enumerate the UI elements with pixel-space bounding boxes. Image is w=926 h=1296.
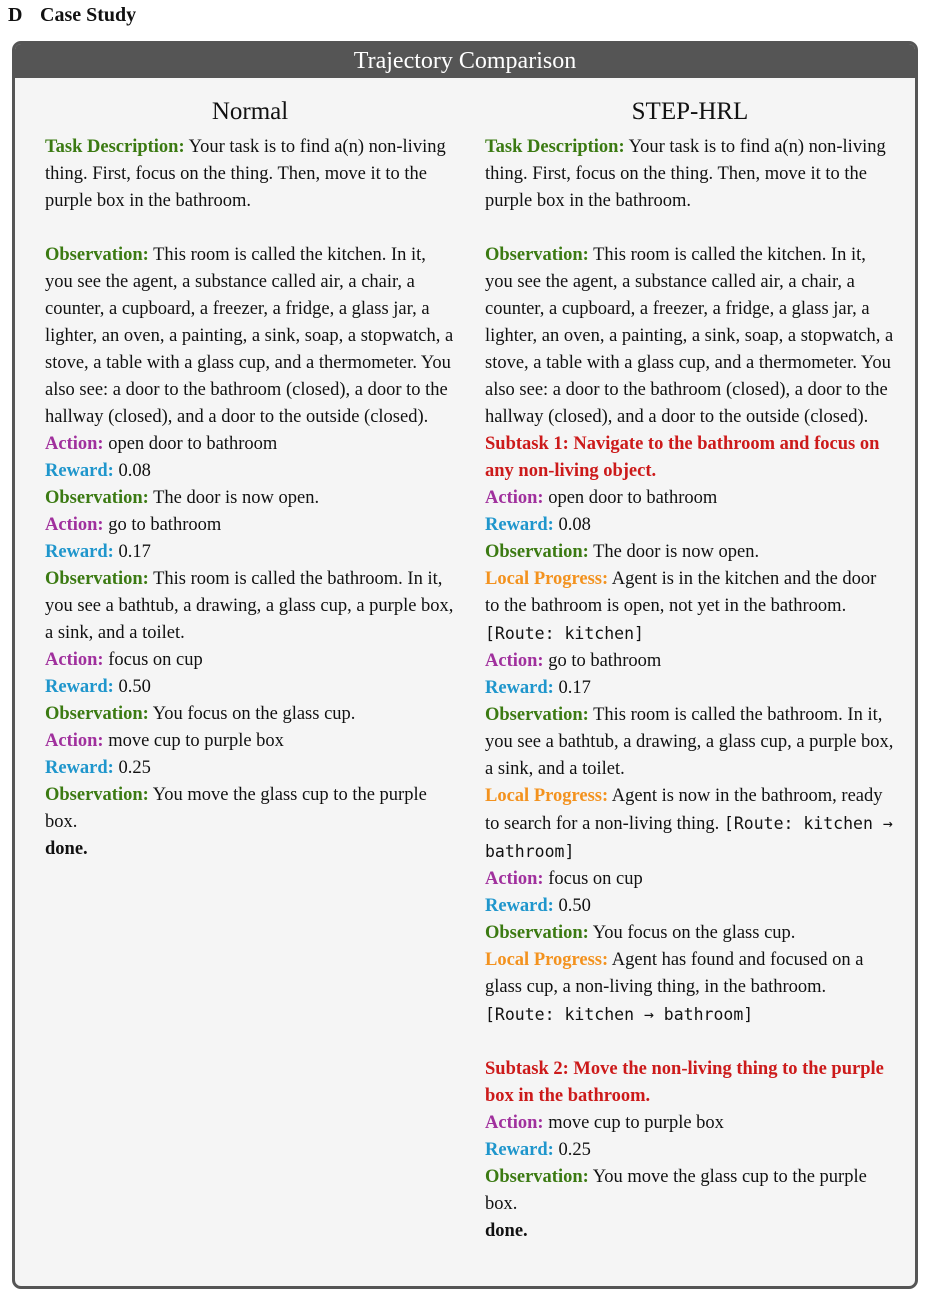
spacer <box>45 215 455 242</box>
box-title: Trajectory Comparison <box>15 44 915 78</box>
observation-entry <box>485 242 895 431</box>
task-label: Task Description: <box>45 137 185 157</box>
observation-text: This room is called the bathroom. In it, you see a bathtub, a drawing, a glass cup, a purple box, a sink, and a toilet. <box>45 569 454 643</box>
local-progress-text: Agent is now in the bathroom, ready to search for a non-living thing. <box>485 786 883 834</box>
local-progress-entry <box>485 783 895 866</box>
observation-text: The door is now open. <box>593 542 760 562</box>
observation-text: You focus on the glass cup. <box>152 704 356 724</box>
observation-label: Observation: <box>45 488 149 508</box>
reward-label: Reward: <box>485 1140 554 1160</box>
action-text: open door to bathroom <box>108 434 278 454</box>
observation-label: Observation: <box>45 245 149 265</box>
spacer <box>485 1029 895 1056</box>
action-label: Action: <box>485 1113 544 1133</box>
reward-entry <box>485 675 895 702</box>
reward-value: 0.25 <box>118 758 151 778</box>
normal-column <box>45 92 455 863</box>
action-text: move cup to purple box <box>548 1113 724 1133</box>
action-entry <box>485 866 895 893</box>
action-entry <box>485 648 895 675</box>
local-progress-text: Agent has found and focused on a glass cup, a non-living thing, in the bathroom. <box>485 950 864 997</box>
local-progress-text: Agent is in the kitchen and the door to the bathroom is open, not yet in the bathroom. <box>485 569 877 616</box>
reward-entry <box>45 539 455 566</box>
observation-label: Observation: <box>485 923 589 943</box>
column-title: STEP-HRL <box>631 98 749 125</box>
action-text: go to bathroom <box>108 515 222 535</box>
action-label: Action: <box>485 488 544 508</box>
reward-value: 0.17 <box>118 542 151 562</box>
reward-label: Reward: <box>45 461 114 481</box>
reward-label: Reward: <box>45 542 114 562</box>
reward-value: 0.50 <box>558 896 591 916</box>
reward-value: 0.50 <box>118 677 151 697</box>
observation-entry <box>45 566 455 647</box>
action-label: Action: <box>485 651 544 671</box>
reward-entry <box>485 512 895 539</box>
subtask-heading: Subtask 2: Move the non-living thing to the purple box in the bathroom. <box>485 1059 884 1106</box>
observation-text: This room is called the kitchen. In it, you see the agent, a substance called air, a chair, a counter, a cupboard, a freezer, a fridge, a glass jar, a lighter, an oven, a painting, a sink, soap, a stopwatch, a stove, a table with a glass cup, and a thermometer. You also see: a door to the bathroom (closed), a door to the hallway (closed), and a door to the outside (closed). <box>485 245 894 427</box>
action-text: open door to bathroom <box>548 488 718 508</box>
reward-value: 0.17 <box>558 678 591 698</box>
reward-label: Reward: <box>45 677 114 697</box>
route-text: [Route: kitchen] <box>485 624 644 643</box>
task-description <box>485 134 895 215</box>
section-heading <box>8 4 136 27</box>
action-entry <box>45 512 455 539</box>
observation-label: Observation: <box>485 245 589 265</box>
task-text: Your task is to find a(n) non-living thing. First, focus on the thing. Then, move it to the purple box in the bathroom. <box>45 137 446 211</box>
route-text: [Route: kitchen → bathroom] <box>485 1005 754 1024</box>
observation-label: Observation: <box>485 705 589 725</box>
reward-entry <box>45 674 455 701</box>
done-marker: done. <box>485 1221 528 1241</box>
reward-value: 0.25 <box>558 1140 591 1160</box>
action-entry <box>45 431 455 458</box>
observation-text: You move the glass cup to the purple box. <box>45 785 427 832</box>
task-label: Task Description: <box>485 137 625 157</box>
observation-entry <box>485 539 895 566</box>
observation-text: You focus on the glass cup. <box>592 923 796 943</box>
done-marker: done. <box>45 839 88 859</box>
trajectory-comparison-box <box>12 41 918 1289</box>
observation-text: This room is called the kitchen. In it, you see the agent, a substance called air, a chair, a counter, a cupboard, a freezer, a fridge, a glass jar, a lighter, an oven, a painting, a sink, soap, a stopwatch, a stove, a table with a glass cup, and a thermometer. You also see: a door to the bathroom (closed), a door to the hallway (closed), and a door to the outside (closed). <box>45 245 454 427</box>
action-entry <box>485 485 895 512</box>
reward-value: 0.08 <box>118 461 151 481</box>
reward-value: 0.08 <box>558 515 591 535</box>
reward-label: Reward: <box>485 515 554 535</box>
observation-label: Observation: <box>485 1167 589 1187</box>
observation-entry <box>45 701 455 728</box>
spacer <box>485 215 895 242</box>
local-progress-entry <box>485 566 895 648</box>
observation-entry <box>45 782 455 836</box>
action-text: focus on cup <box>548 869 643 889</box>
reward-label: Reward: <box>485 896 554 916</box>
observation-entry <box>485 920 895 947</box>
column-title: Normal <box>211 98 289 125</box>
section-title: Case Study <box>40 4 137 26</box>
action-text: move cup to purple box <box>108 731 284 751</box>
local-progress-label: Local Progress: <box>485 950 609 970</box>
action-entry <box>45 647 455 674</box>
route-text: [Route: kitchen → bathroom] <box>485 814 893 861</box>
action-label: Action: <box>485 869 544 889</box>
subtask-heading: Subtask 1: Navigate to the bathroom and focus on any non-living object. <box>485 434 880 481</box>
observation-entry <box>485 702 895 783</box>
action-label: Action: <box>45 731 104 751</box>
reward-entry <box>485 893 895 920</box>
observation-label: Observation: <box>45 785 149 805</box>
observation-entry <box>45 242 455 431</box>
section-number: D <box>8 4 23 26</box>
observation-text: You move the glass cup to the purple box. <box>485 1167 867 1214</box>
step-hrl-column <box>485 92 895 1245</box>
observation-entry <box>45 485 455 512</box>
action-label: Action: <box>45 650 104 670</box>
reward-label: Reward: <box>45 758 114 778</box>
action-text: focus on cup <box>108 650 203 670</box>
observation-label: Observation: <box>45 569 149 589</box>
observation-entry <box>485 1164 895 1218</box>
reward-entry <box>485 1137 895 1164</box>
action-label: Action: <box>45 434 104 454</box>
action-text: go to bathroom <box>548 651 662 671</box>
local-progress-label: Local Progress: <box>485 569 609 589</box>
local-progress-entry <box>485 947 895 1029</box>
observation-text: The door is now open. <box>153 488 320 508</box>
task-text: Your task is to find a(n) non-living thing. First, focus on the thing. Then, move it to the purple box in the bathroom. <box>485 137 886 211</box>
action-label: Action: <box>45 515 104 535</box>
action-entry <box>485 1110 895 1137</box>
observation-label: Observation: <box>45 704 149 724</box>
reward-entry <box>45 458 455 485</box>
observation-label: Observation: <box>485 542 589 562</box>
task-description <box>45 134 455 215</box>
reward-label: Reward: <box>485 678 554 698</box>
observation-text: This room is called the bathroom. In it, you see a bathtub, a drawing, a glass cup, a purple box, a sink, and a toilet. <box>485 705 894 779</box>
local-progress-label: Local Progress: <box>485 786 609 806</box>
action-entry <box>45 728 455 755</box>
reward-entry <box>45 755 455 782</box>
